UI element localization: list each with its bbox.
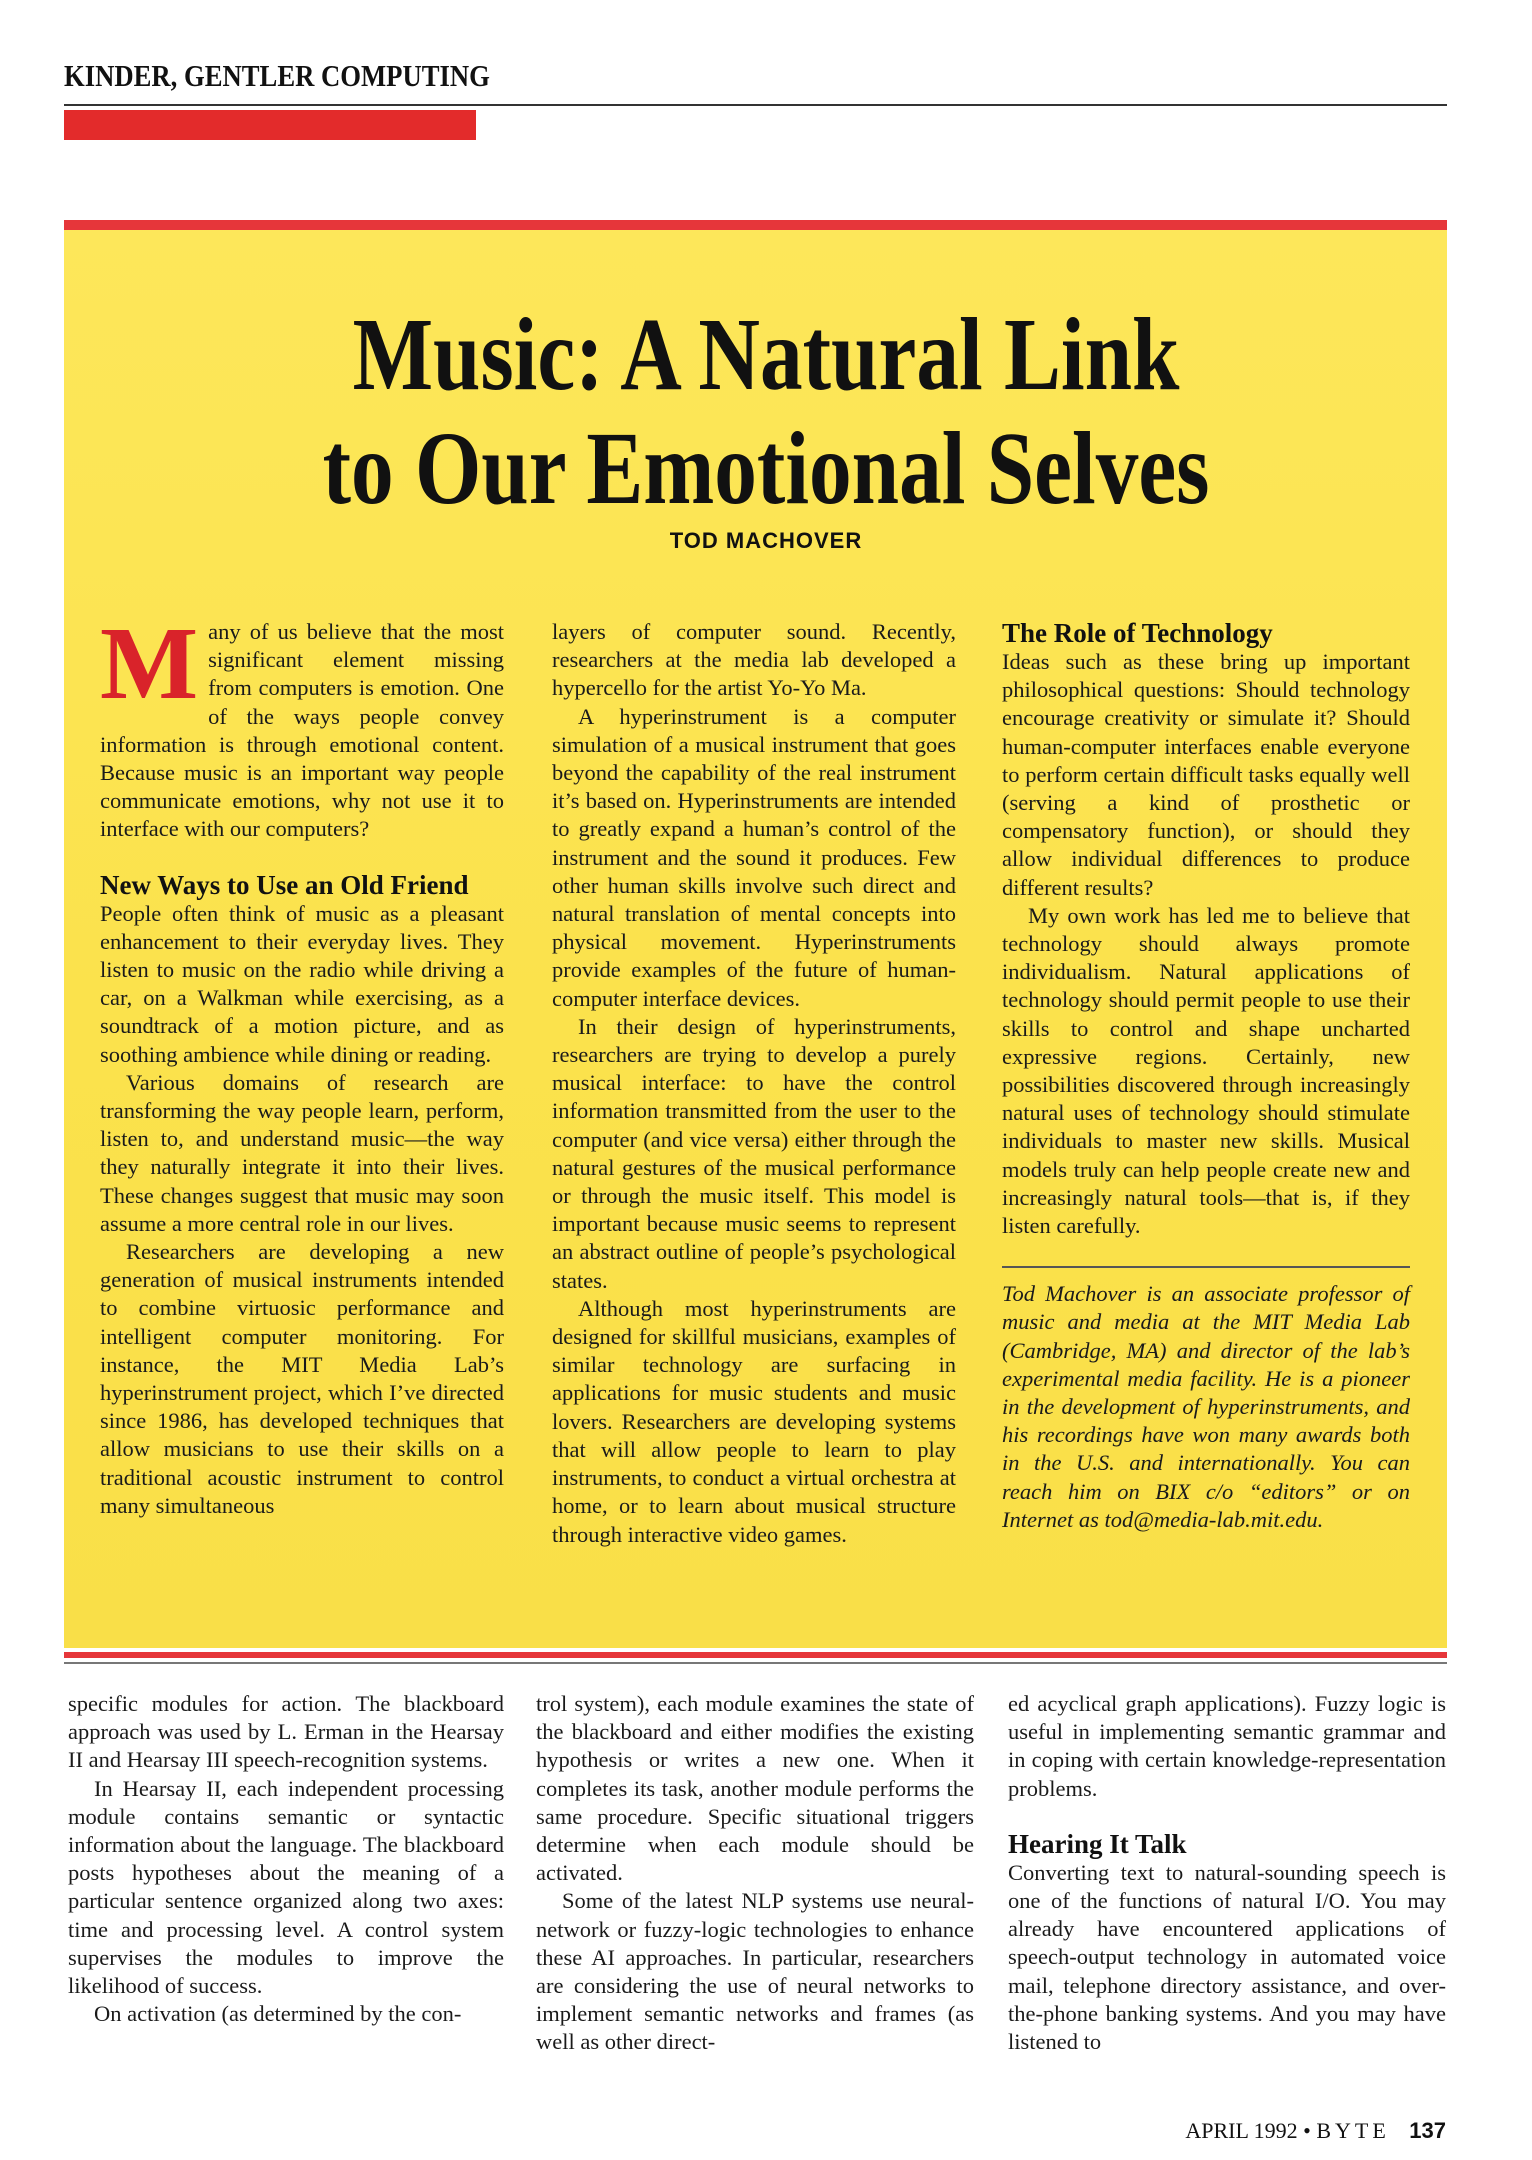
subhead: New Ways to Use an Old Friend <box>100 869 469 900</box>
paragraph: In Hearsay II, each independent processing module contains semantic or syntactic information about the language. The blackboard posts hypotheses about the meaning of a particular sentence organized along two axes: time and processing level. A control system supervises the modules to improve the likelihood of success. <box>68 1775 504 1999</box>
sidebar-column-2 <box>552 618 956 1549</box>
subhead: The Role of Technology <box>1002 618 1273 648</box>
sidebar-bottom-thin-rule <box>64 1662 1447 1664</box>
footer-bullet: • <box>1303 2118 1311 2143</box>
subhead: Hearing It Talk <box>1008 1828 1187 1859</box>
footer-date: APRIL 1992 <box>1185 2118 1298 2143</box>
paragraph: ed acyclical graph applications). Fuzzy logic is useful in implementing semantic grammar and in coping with certain knowledge-representation problems. <box>1008 1691 1446 1801</box>
paragraph: Researchers are developing a new generation of musical instruments intended to combine virtuosic performance and intelligent computer monitoring. For instance, the MIT Media Lab’s hyperinstrument project, which I’ve directed since 1986, has developed techniques that allow musicians to use their skills on a traditional acoustic instrument to control many simultaneous <box>100 1239 504 1518</box>
main-column-2 <box>536 1690 974 2057</box>
paragraph <box>100 606 504 844</box>
section-red-bar <box>64 110 476 140</box>
sidebar-column-3 <box>1002 618 1410 1534</box>
drop-cap: M <box>100 606 199 721</box>
sidebar-bottom-rule <box>64 1652 1447 1658</box>
section-label: KINDER, GENTLER COMPUTING <box>64 58 490 93</box>
paragraph: People often think of music as a pleasant enhancement to their everyday lives. They listen to music on the radio while driving a car, on a Walkman while exercising, as a soundtrack of a motion picture, and as soothing ambience while dining or reading. <box>100 900 504 1067</box>
paragraph: Converting text to natural-sounding speech is one of the functions of natural I/O. You may already have encountered applications of speech-output technology in automated voice mail, telephone directory assistance, and over-the-phone banking systems. And you may have listened to <box>1008 1859 1446 2055</box>
author-bio: Tod Machover is an associate professor of music and media at the MIT Media Lab (Cambridge, MA) and director of the lab’s experimental media facility. He is a pioneer in the development of hyperinstruments, and his recordings have won many awards both in the U.S. and internationally. You can reach him on BIX c/o “editors” or on Internet as tod@media-lab.mit.edu. <box>1002 1281 1410 1532</box>
bio-divider <box>1002 1266 1410 1268</box>
footer-magazine: BYTE <box>1316 2118 1390 2143</box>
page-footer <box>1185 2118 1446 2144</box>
title-line-1: Music: A Natural Link <box>352 297 1180 412</box>
paragraph: Some of the latest NLP systems use neural-network or fuzzy-logic technologies to enhance these AI approaches. In particular, researchers are considering the use of neural networks to implement semantic networks and frames (as well as other direct- <box>536 1888 974 2055</box>
paragraph: Various domains of research are transforming the way people learn, perform, listen to, and understand music—the way they naturally integrate it into their lives. These changes suggest that music may soon assume a more central role in our lives. <box>100 1069 504 1236</box>
paragraph: My own work has led me to believe that technology should always promote individualism. Natural applications of technology should permit people to use their skills to control and shape uncharted expressive regions. Certainly, new possibilities discovered through increasingly natural uses of technology should stimulate individuals to master new skills. Musical models truly can help people create new and increasingly natural tools—that is, if they listen carefully. <box>1002 902 1410 1239</box>
paragraph: A hyperinstrument is a computer simulation of a musical instrument that goes beyond the capability of the real instrument it’s based on. Hyperinstruments are intended to greatly expand a human’s control of the instrument and the sound it produces. Few other human skills involve such direct and natural translation of mental concepts into physical movement. Hyperinstruments provide examples of the future of human-computer interface devices. <box>552 703 956 1011</box>
paragraph: In their design of hyperinstruments, researchers are trying to develop a purely musical interface: to have the control information transmitted from the user to the computer (and vice versa) either through the natural gestures of the musical performance or through the music itself. This model is important because music seems to represent an abstract outline of people’s psychological states. <box>552 1013 956 1293</box>
section-rule <box>64 104 1447 106</box>
article-title <box>0 298 1532 526</box>
main-column-1 <box>68 1690 504 2028</box>
paragraph: specific modules for action. The blackboard approach was used by L. Erman in the Hearsay II and Hearsay III speech-recognition systems. <box>68 1691 504 1773</box>
main-column-3 <box>1008 1690 1446 2056</box>
paragraph: layers of computer sound. Recently, researchers at the media lab developed a hypercello for the artist Yo-Yo Ma. <box>552 619 956 701</box>
sidebar-column-1 <box>100 606 504 1520</box>
paragraph-text: any of us believe that the most significant element missing from computers is emotion. One of the ways people convey information is through emotional content. Because music is an important way people communicate emotions, why not use it to interface with our computers? <box>100 619 504 842</box>
page-number: 137 <box>1409 2118 1446 2143</box>
byline: TOD MACHOVER <box>669 528 863 553</box>
title-line-2: to Our Emotional Selves <box>322 411 1210 526</box>
paragraph: Although most hyperinstruments are designed for skillful musicians, examples of similar technology are surfacing in applications for music students and music lovers. Researchers are developing systems that will allow people to learn to play instruments, to conduct a virtual orchestra at home, or to learn about musical structure through interactive video games. <box>552 1295 956 1547</box>
paragraph: trol system), each module examines the state of the blackboard and either modifies the existing hypothesis or writes a new one. When it completes its task, another module performs the same procedure. Specific situational triggers determine when each module should be activated. <box>536 1691 974 1886</box>
paragraph: On activation (as determined by the con- <box>94 2001 462 2027</box>
sidebar-top-rule <box>64 220 1447 230</box>
paragraph: Ideas such as these bring up important philosophical questions: Should technology encourage creativity or simulate it? Should human-computer interfaces enable everyone to perform certain difficult tasks equally well (serving a kind of prosthetic or compensatory function), or should they allow individual differences to produce different results? <box>1002 649 1410 900</box>
